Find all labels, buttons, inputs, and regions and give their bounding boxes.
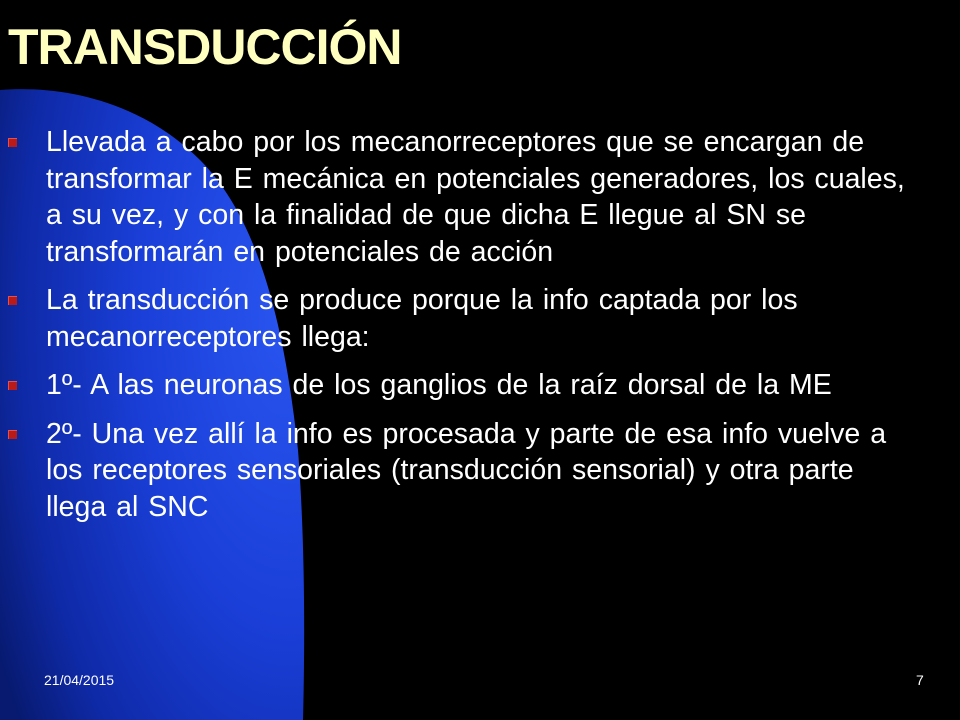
bullet-text: Llevada a cabo por los mecanorreceptores que se encargan de transformar la E mecánica en potenciales generadores, los cuales, a su vez, y con la finalidad de que dicha E llegue al SN se transformarán en potenciales de acción bbox=[46, 126, 905, 268]
bullet-text: 1º- A las neuronas de los ganglios de la raíz dorsal de la ME bbox=[46, 369, 832, 401]
footer-date: 21/04/2015 bbox=[44, 672, 115, 688]
bullet-text: 2º- Una vez allí la info es procesada y parte de esa info vuelve a los receptores sensoriales (transducción sensorial) y otra parte llega al SNC bbox=[46, 417, 887, 523]
square-bullet-icon bbox=[8, 381, 17, 390]
bullet-item bbox=[0, 124, 922, 270]
bullet-text: La transducción se produce porque la info captada por los mecanorreceptores llega: bbox=[46, 284, 798, 353]
square-bullet-icon bbox=[8, 138, 17, 147]
bullet-list bbox=[0, 124, 960, 537]
bullet-item bbox=[0, 416, 922, 526]
square-bullet-icon bbox=[8, 296, 17, 305]
slide-title: TRANSDUCCIÓN bbox=[8, 19, 402, 75]
bullet-item bbox=[0, 367, 922, 404]
slide-number: 7 bbox=[916, 672, 924, 688]
square-bullet-icon bbox=[8, 430, 17, 439]
bullet-item bbox=[0, 282, 922, 355]
